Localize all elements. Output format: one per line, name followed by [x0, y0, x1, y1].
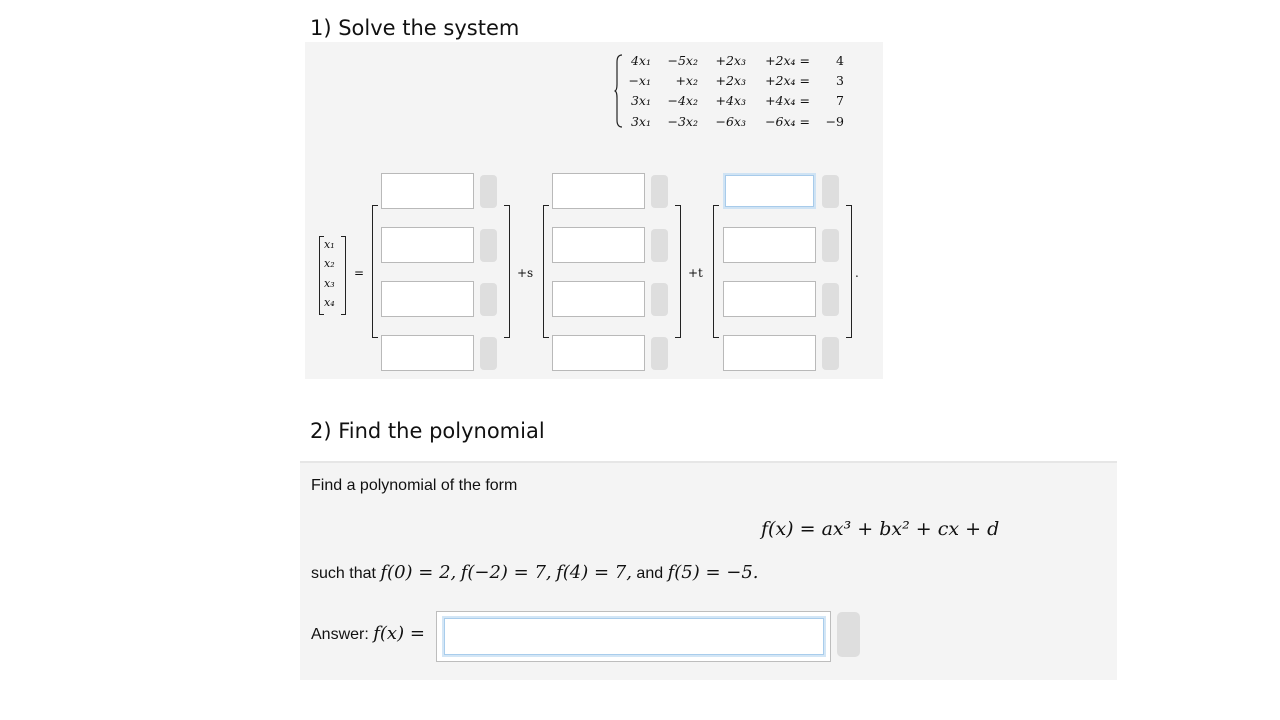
equation-term: −3x₂: [667, 114, 698, 129]
hint-button[interactable]: [651, 283, 668, 316]
answer-input-v2-r1[interactable]: [552, 173, 645, 209]
equation-term: +4x₃: [715, 93, 746, 108]
such-that-text: such that: [311, 565, 376, 582]
answer-input-v3-r4[interactable]: [723, 335, 816, 371]
answer-input-v3-r1[interactable]: [723, 173, 816, 209]
x-vector-right-bracket: [341, 236, 346, 315]
hint-button[interactable]: [822, 337, 839, 370]
answer-fx-label: f(x) =: [373, 623, 425, 644]
equation-term: +2x₄ =: [765, 73, 810, 88]
condition: f(−2) = 7,: [460, 562, 552, 583]
equation-term: +2x₃: [715, 53, 746, 68]
x-vector-entry: x₁: [324, 238, 335, 251]
condition: f(4) = 7,: [556, 562, 632, 583]
problem2-intro: Find a polynomial of the form: [311, 477, 518, 494]
answer-label: Answer:: [311, 626, 369, 643]
vector1-left-bracket: [372, 205, 378, 338]
hint-button[interactable]: [651, 229, 668, 262]
x-vector-entry: x₂: [324, 257, 335, 270]
condition: f(5) = −5.: [667, 562, 759, 583]
equation-rhs: 4: [836, 53, 844, 68]
equation-rhs: 3: [836, 73, 844, 88]
hint-button[interactable]: [480, 337, 497, 370]
equation-term: −4x₂: [667, 93, 698, 108]
x-vector-entry: x₃: [324, 277, 335, 290]
equation-term: −6x₄ =: [765, 114, 810, 129]
equation-term: −6x₃: [715, 114, 746, 129]
answer-input-v2-r3[interactable]: [552, 281, 645, 317]
answer-input-v1-r1[interactable]: [381, 173, 474, 209]
polynomial-answer-input[interactable]: [442, 616, 826, 657]
and-text: and: [636, 565, 664, 582]
x-vector-entry: x₄: [324, 296, 335, 309]
hint-button[interactable]: [480, 283, 497, 316]
answer-input-v3-r2[interactable]: [723, 227, 816, 263]
equals-sign: =: [354, 266, 365, 280]
problem2-heading: 2) Find the polynomial: [310, 419, 545, 443]
plus-s-label: +s: [517, 266, 534, 280]
answer-input-v2-r4[interactable]: [552, 335, 645, 371]
plus-t-label: +t: [688, 266, 703, 280]
vector3-right-bracket: [846, 205, 852, 338]
equation-term: 4x₁: [630, 53, 651, 68]
vector2-left-bracket: [543, 205, 549, 338]
equation-rhs: 7: [836, 93, 844, 108]
vector2-right-bracket: [675, 205, 681, 338]
hint-button[interactable]: [480, 229, 497, 262]
answer-input-v1-r4[interactable]: [381, 335, 474, 371]
answer-input-v2-r2[interactable]: [552, 227, 645, 263]
answer-input-v1-r2[interactable]: [381, 227, 474, 263]
problem1-heading: 1) Solve the system: [310, 16, 520, 40]
answer-label-group: [311, 623, 425, 644]
equation-term: +x₂: [675, 73, 698, 88]
polynomial-formula: f(x) = ax³ + bx² + cx + d: [761, 518, 1000, 540]
conditions-line: [311, 562, 759, 583]
equation-term: +2x₃: [715, 73, 746, 88]
vector1-right-bracket: [504, 205, 510, 338]
hint-button[interactable]: [651, 337, 668, 370]
period: .: [855, 266, 859, 280]
answer-input-v3-r3[interactable]: [723, 281, 816, 317]
condition: f(0) = 2,: [380, 562, 457, 583]
hint-button[interactable]: [822, 229, 839, 262]
equation-term: 3x₁: [630, 114, 651, 129]
equation-term: 3x₁: [630, 93, 651, 108]
hint-button[interactable]: [822, 175, 839, 208]
equation-term: +4x₄ =: [765, 93, 810, 108]
system-brace: [614, 54, 623, 128]
vector3-left-bracket: [713, 205, 719, 338]
answer-input-v1-r3[interactable]: [381, 281, 474, 317]
hint-button[interactable]: [822, 283, 839, 316]
equation-term: −5x₂: [667, 53, 698, 68]
hint-button[interactable]: [837, 612, 860, 657]
hint-button[interactable]: [651, 175, 668, 208]
hint-button[interactable]: [480, 175, 497, 208]
equation-rhs: −9: [825, 114, 844, 129]
equation-term: +2x₄ =: [765, 53, 810, 68]
equation-term: −x₁: [628, 73, 651, 88]
